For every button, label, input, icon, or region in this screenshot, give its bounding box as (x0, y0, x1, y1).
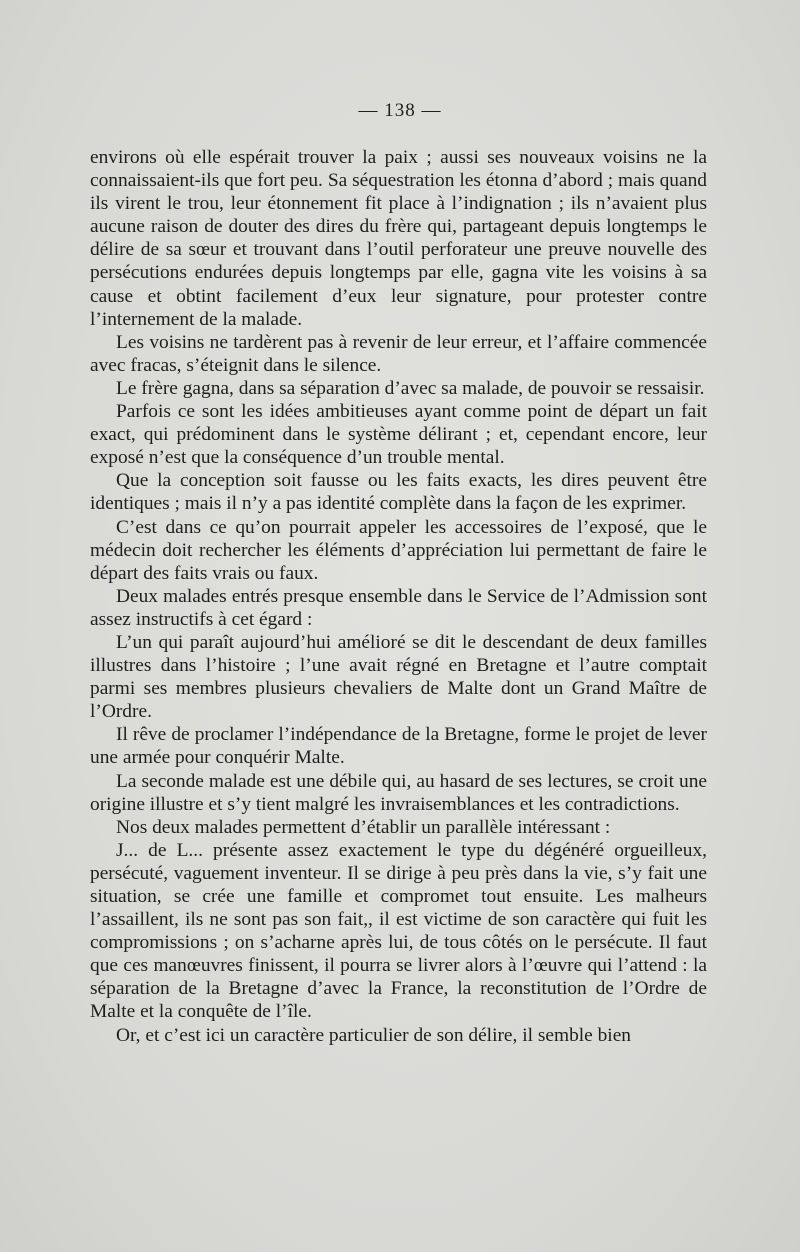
body-text (90, 146, 707, 1047)
paragraph: L’un qui paraît aujourd’hui amélioré se dit le descendant de deux familles illustres dans l’histoire ; l’une avait régné en Bretagne et l’autre comptait parmi ses membres plusieurs chevaliers de Malte dont un Grand Maître de l’Ordre. (90, 631, 707, 723)
paragraph: C’est dans ce qu’on pourrait appeler les accessoires de l’exposé, que le médecin doit rechercher les éléments d’appréciation lui permettant de faire le départ des faits vrais ou faux. (90, 516, 707, 584)
paragraph: Deux malades entrés presque ensemble dans le Service de l’Admission sont assez instructifs à cet égard : (90, 585, 707, 630)
paragraph: J... de L... présente assez exactement le type du dégénéré orgueilleux, persécuté, vaguement inventeur. Il se dirige à peu près dans la vie, s’y fait une situation, se crée une famille et compromet tout ensuite. Les malheurs l’assaillent, ils ne sont pas son fait,, il est victime de son caractère qui fuit les compromissions ; on s’acharne après lui, de tous côtés on le persécute. Il faut que ces manœuvres finissent, il pourra se livrer alors à l’œuvre qui l’attend : la séparation de la Bretagne d’avec la France, la reconstitution de l’Ordre de Malte et la conquête de l’île. (90, 839, 707, 1023)
paragraph: Le frère gagna, dans sa séparation d’avec sa malade, de pouvoir se ressaisir. (116, 377, 705, 399)
paragraph: Il rêve de proclamer l’indépendance de la Bretagne, forme le projet de lever une armée pour conquérir Malte. (90, 724, 707, 769)
paragraph: environs où elle espérait trouver la paix ; aussi ses nouveaux voisins ne la connaissaient-ils que fort peu. Sa séquestration les étonna d’abord ; mais quand ils virent le trou, leur étonnement fit place à l’indignation ; ils n’avaient plus aucune raison de douter des dires du frère qui, partageant depuis longtemps le délire de sa sœur et trouvant dans l’outil perforateur une preuve nouvelle des persécutions endurées depuis longtemps par elle, gagna vite les voisins à sa cause et obtint facilement d’eux leur signature, pour protester contre l’internement de la malade. (90, 147, 707, 330)
paragraph: Les voisins ne tardèrent pas à revenir de leur erreur, et l’affaire commencée avec fracas, s’éteignit dans le silence. (90, 331, 707, 376)
paragraph: Que la conception soit fausse ou les faits exacts, les dires peuvent être identiques ; mais il n’y a pas identité complète dans la façon de les exprimer. (90, 470, 707, 515)
paragraph: La seconde malade est une débile qui, au hasard de ses lectures, se croit une origine illustre et s’y tient malgré les invraisemblances et les contradictions. (90, 770, 707, 815)
paragraph: Parfois ce sont les idées ambitieuses ayant comme point de départ un fait exact, qui prédominent dans le système délirant ; et, cependant encore, leur exposé n’est que la conséquence d’un trouble mental. (90, 401, 707, 469)
page-number: — 138 — (358, 100, 442, 121)
paragraph: Or, et c’est ici un caractère particulier de son délire, il semble bien (116, 1024, 631, 1046)
paragraph: Nos deux malades permettent d’établir un parallèle intéressant : (116, 816, 611, 838)
